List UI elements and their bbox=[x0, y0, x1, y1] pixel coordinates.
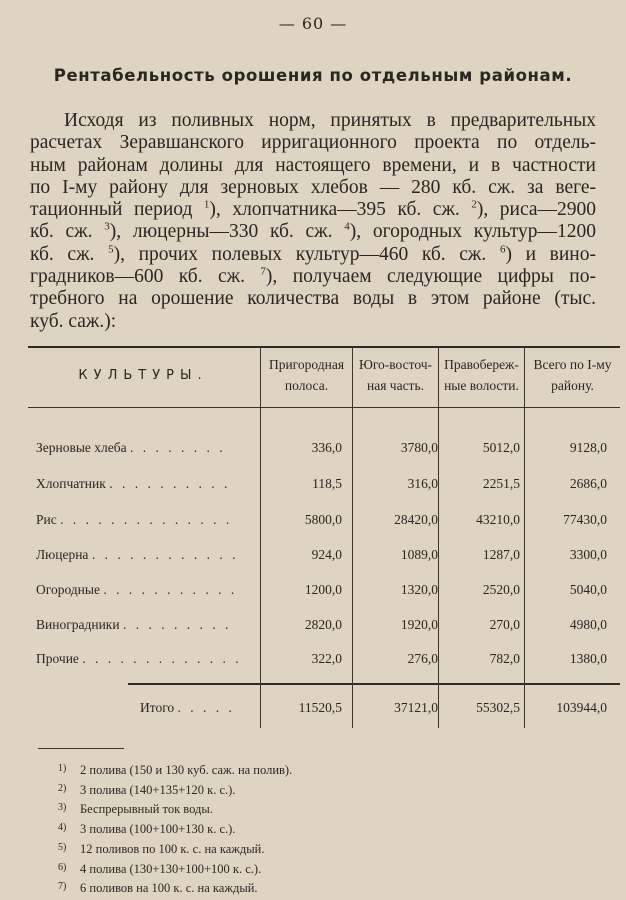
footnotes bbox=[58, 760, 578, 898]
cell-value: 336,0 bbox=[311, 440, 342, 455]
cell-value: 1200,0 bbox=[304, 582, 342, 597]
header-crops: КУЛЬТУРЫ. bbox=[78, 368, 208, 383]
body-paragraph bbox=[30, 110, 596, 333]
total-value: 55302,5 bbox=[476, 700, 520, 715]
crop-name: Виноградники . . . . . . . . . bbox=[36, 617, 232, 632]
total-value: 11520,5 bbox=[298, 700, 342, 715]
cell-value: 5040,0 bbox=[569, 582, 607, 597]
table-row bbox=[28, 547, 620, 569]
footnote-ref: 3 bbox=[104, 220, 110, 233]
total-value: 37121,0 bbox=[394, 700, 438, 715]
total-label: Итого . . . . . bbox=[140, 700, 235, 715]
footnote-ref: 6 bbox=[499, 243, 506, 256]
cell-value: 276,0 bbox=[407, 651, 438, 666]
cell-value: 9128,0 bbox=[569, 440, 607, 455]
header-total-district: Всего по I-му району. bbox=[533, 357, 612, 393]
paragraph-line: кб. сж. $^5$), прочих полевых культур—460 кб. сж. $^6$) и вино- bbox=[30, 243, 596, 265]
water-demand-table bbox=[28, 346, 620, 728]
crop-name: Рис . . . . . . . . . . . . . . bbox=[36, 512, 233, 527]
cell-value: 3780,0 bbox=[400, 440, 438, 455]
cell-value: 4980,0 bbox=[569, 617, 607, 632]
paragraph-line: Исходя из поливных норм, принятых в предварительных bbox=[64, 110, 596, 131]
table-row bbox=[28, 582, 620, 604]
footnote: 4) 3 полива (100+100+130 к. с.). bbox=[58, 822, 236, 837]
cell-value: 2820,0 bbox=[304, 617, 342, 632]
cell-value: 2686,0 bbox=[569, 476, 607, 491]
cell-value: 28420,0 bbox=[394, 512, 438, 527]
header-southeast: Юго-восточ- ная часть. bbox=[358, 357, 433, 393]
footnote: 3) Беспрерывный ток воды. bbox=[58, 802, 213, 817]
table-total-rule bbox=[128, 683, 620, 685]
footnote: 1) 2 полива (150 и 130 куб. саж. на полив). bbox=[58, 763, 293, 777]
crop-name: Зерновые хлеба . . . . . . . . bbox=[36, 440, 226, 455]
table-row bbox=[28, 617, 620, 639]
cell-value: 2520,0 bbox=[482, 582, 520, 597]
footnote: 5) 12 поливов по 100 к. с. на каждый. bbox=[58, 841, 265, 856]
footnote-ref: 7 bbox=[260, 265, 266, 278]
table-top-rule bbox=[28, 346, 620, 348]
crop-name: Прочие . . . . . . . . . . . . . bbox=[36, 651, 242, 666]
cell-value: 1287,0 bbox=[482, 547, 520, 562]
cell-value: 1380,0 bbox=[569, 651, 607, 666]
cell-value: 1320,0 bbox=[400, 582, 438, 597]
paragraph-line: расчетах Зеравшанского ирригационного проекта по отдель- bbox=[30, 132, 596, 154]
table-header-rule bbox=[28, 407, 620, 408]
table-row bbox=[28, 651, 620, 673]
cell-value: 322,0 bbox=[311, 651, 342, 666]
table-row bbox=[28, 476, 620, 498]
section-heading: Рентабельность орошения по отдельным районам. bbox=[53, 66, 573, 85]
footnote-ref: 4 bbox=[344, 220, 350, 233]
footnote-ref: 2 bbox=[471, 198, 477, 211]
total-value: 103944,0 bbox=[556, 700, 607, 715]
paragraph-line: куб. саж.): bbox=[30, 310, 117, 332]
footnote-rule bbox=[38, 748, 124, 749]
paragraph-line: тационный период $^1$), хлопчатника—395 кб. сж. $^2$), риса—2900 bbox=[30, 198, 596, 221]
page-number: — 60 — bbox=[278, 14, 348, 33]
paragraph-line: кб. сж. $^3$), люцерны—330 кб. сж. $^4$), огородных культур—1200 bbox=[30, 220, 596, 243]
crop-name: Люцерна . . . . . . . . . . . . bbox=[36, 547, 239, 562]
table-row bbox=[28, 440, 620, 462]
cell-value: 782,0 bbox=[489, 651, 520, 666]
footnote-ref: 1 bbox=[203, 198, 210, 211]
table-total-row bbox=[28, 700, 620, 722]
cell-value: 77430,0 bbox=[563, 512, 607, 527]
paragraph-line: ным районам долины для настоящего времени, и в частности bbox=[30, 154, 596, 176]
cell-value: 118,5 bbox=[312, 476, 342, 491]
header-suburban: Пригородная полоса. bbox=[268, 357, 345, 393]
cell-value: 1089,0 bbox=[400, 547, 438, 562]
table-row bbox=[28, 512, 620, 534]
paragraph-line: требного на орошение количества воды в этом районе (тыс. bbox=[30, 288, 596, 310]
cell-value: 1920,0 bbox=[400, 617, 438, 632]
cell-value: 43210,0 bbox=[476, 512, 520, 527]
cell-value: 5800,0 bbox=[304, 512, 342, 527]
footnote: 2) 3 полива (140+135+120 к. с.). bbox=[58, 782, 236, 797]
cell-value: 5012,0 bbox=[482, 440, 520, 455]
cell-value: 3300,0 bbox=[569, 547, 607, 562]
crop-name: Хлопчатник . . . . . . . . . . bbox=[36, 476, 231, 491]
header-rightbank: Правобереж- ные волости. bbox=[444, 357, 519, 393]
cell-value: 924,0 bbox=[311, 547, 342, 562]
paragraph-line: по I-му району для зерновых хлебов — 280 кб. сж. за веге- bbox=[30, 176, 596, 198]
cell-value: 2251,5 bbox=[482, 476, 520, 491]
crop-name: Огородные . . . . . . . . . . . bbox=[36, 582, 238, 597]
footnote: 7) 6 поливов на 100 к. с. на каждый. bbox=[58, 881, 258, 896]
footnote: 6) 4 полива (130+130+100+100 к. с.). bbox=[58, 861, 262, 876]
cell-value: 316,0 bbox=[407, 476, 438, 491]
cell-value: 270,0 bbox=[489, 617, 520, 632]
paragraph-line: градников—600 кб. сж. $^7$), получаем следующие цифры по- bbox=[30, 265, 596, 288]
footnote-ref: 5 bbox=[108, 243, 114, 256]
